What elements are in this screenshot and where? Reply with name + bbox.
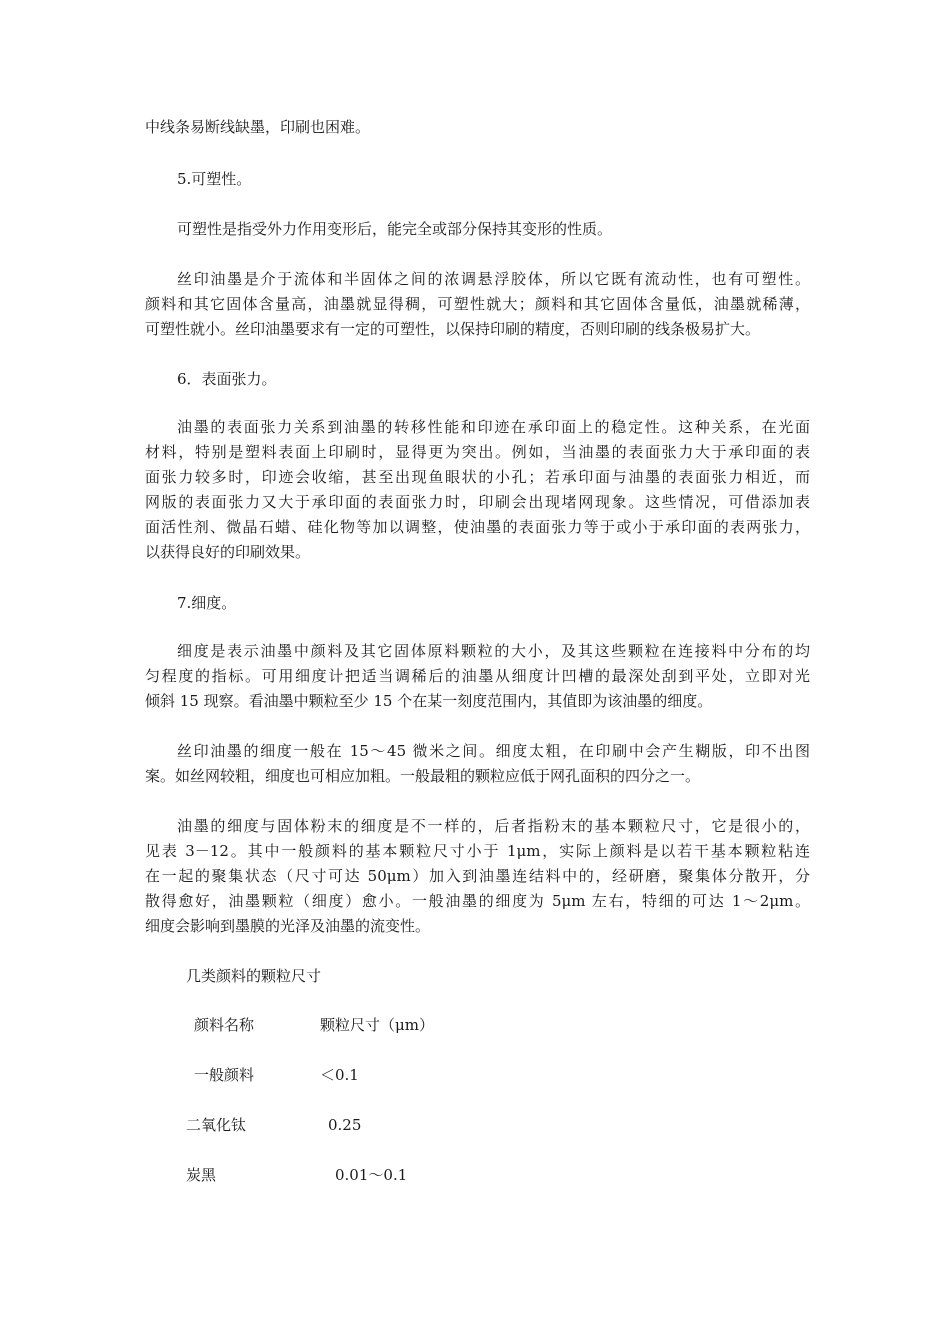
section-heading-plasticity: 5.可塑性。 (177, 170, 252, 188)
section-heading-surface-tension: 6．表面张力。 (177, 370, 277, 388)
paragraph-line: 以获得良好的印刷效果。 (145, 543, 311, 561)
table-cell-size: 0.25 (328, 1116, 362, 1134)
table-header-pigment-name: 颜料名称 (194, 1016, 255, 1034)
paragraph-line: 可塑性就小。丝印油墨要求有一定的可塑性，以保持印刷的精度，否则印刷的线条极易扩大。 (145, 320, 761, 338)
paragraph-line: 油墨的细度与固体粉末的细度是不一样的，后者指粉末的基本颗粒尺寸，它是很小的， (177, 817, 810, 835)
paragraph-line: 丝印油墨是介于流体和半固体之间的浓调悬浮胶体，所以它既有流动性，也有可塑性。 (177, 270, 810, 288)
paragraph-line: 在一起的聚集状态（尺寸可达 50μm）加入到油墨连结料中的，经研磨，聚集体分散开，分 (145, 867, 810, 885)
table-cell-name: 炭黑 (186, 1166, 217, 1184)
paragraph-line: 面活性剂、微晶石蜡、硅化物等加以调整，使油墨的表面张力等于或小于承印面的表两张力， (145, 518, 810, 536)
paragraph-line: 面张力较多时，印迹会收缩，甚至出现鱼眼状的小孔；若承印面与油墨的表面张力相近，而 (145, 468, 810, 486)
paragraph-line: 倾斜 15 现察。看油墨中颗粒至少 15 个在某一刻度范围内，其值即为该油墨的细度。 (145, 692, 713, 710)
paragraph-line: 细度会影响到墨膜的光泽及油墨的流变性。 (145, 917, 431, 935)
section-heading-fineness: 7.细度。 (177, 594, 237, 612)
table-header-particle-size: 颗粒尺寸（μm） (320, 1016, 434, 1034)
paragraph-line: 细度是表示油墨中颜料及其它固体原料颗粒的大小，及其这些颗粒在连接料中分布的均 (177, 642, 810, 660)
table-cell-name: 二氧化钛 (186, 1116, 247, 1134)
paragraph-line: 案。如丝网较粗，细度也可相应加粗。一般最粗的颗粒应低于网孔面积的四分之一。 (145, 767, 701, 785)
paragraph-line: 散得愈好，油墨颗粒（细度）愈小。一般油墨的细度为 5μm 左右，特细的可达 1～2μm。 (145, 892, 810, 910)
table-cell-size: 0.01～0.1 (335, 1166, 408, 1184)
paragraph-line: 丝印油墨的细度一般在 15～45 微米之间。细度太粗，在印刷中会产生糊版，印不出图 (177, 742, 810, 760)
paragraph-line: 匀程度的指标。可用细度计把适当调稀后的油墨从细度计凹槽的最深处刮到平处，立即对光 (145, 667, 810, 685)
paragraph-line: 见表 3－12。其中一般颜料的基本颗粒尺寸小于 1μm，实际上颜料是以若干基本颗粒粘连 (145, 842, 810, 860)
paragraph-line: 材料，特别是塑料表面上印刷时，显得更为突出。例如，当油墨的表面张力大于承印面的表 (145, 443, 810, 461)
table-title: 几类颜料的颗粒尺寸 (186, 967, 322, 985)
table-cell-name: 一般颜料 (194, 1066, 255, 1084)
paragraph-line: 网版的表面张力又大于承印面的表面张力时，印刷会出现堵网现象。这些情况，可借添加表 (145, 493, 810, 511)
paragraph-line: 油墨的表面张力关系到油墨的转移性能和印迹在承印面上的稳定性。这种关系，在光面 (177, 418, 810, 436)
paragraph-line: 颜料和其它固体含量高，油墨就显得稠，可塑性就大；颜料和其它固体含量低，油墨就稀薄， (145, 295, 810, 313)
paragraph-line: 可塑性是指受外力作用变形后，能完全或部分保持其变形的性质。 (177, 220, 613, 238)
paragraph-line: 中线条易断线缺墨，印刷也困难。 (145, 118, 371, 136)
table-cell-size: ＜0.1 (320, 1066, 359, 1084)
